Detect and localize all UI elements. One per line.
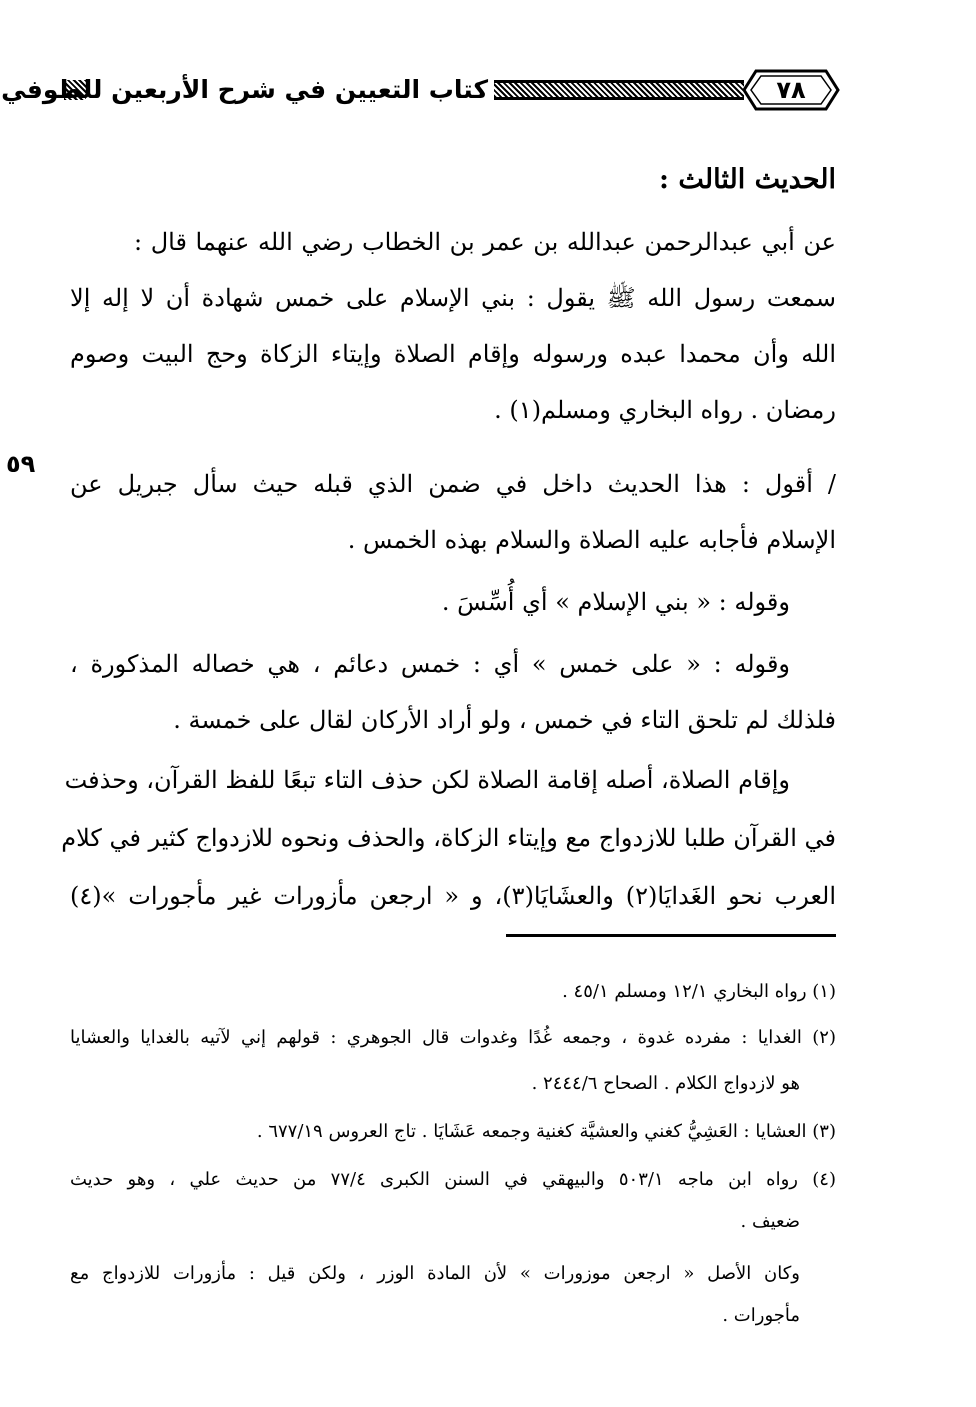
body-line: عن أبي عبدالرحمن عبدالله بن عمر بن الخطاب رضي الله عنهما قال : bbox=[134, 228, 836, 256]
header-ornament-right bbox=[494, 80, 744, 100]
running-header bbox=[1, 68, 840, 112]
body-line: العرب نحو الغَدايَا(٢) والعشَايَا(٣)، و « ارجعن مأزورات غير مأجورات »(٤) bbox=[70, 882, 836, 910]
body-line: وقوله : « على خمس » أي : خمس دعائم ، هي خصاله المذكورة ، bbox=[70, 650, 790, 678]
body-line: الله وأن محمدا عبده ورسوله وإقام الصلاة وإيتاء الزكاة وحج البيت وصوم bbox=[70, 340, 836, 368]
body-line: وقوله : « بني الإسلام » أي أُسِّسَ . bbox=[441, 588, 790, 616]
body-line: رمضان . رواه البخاري ومسلم(١) . bbox=[494, 396, 836, 424]
book-title: كتاب التعيين في شرح الأربعين للطوفي bbox=[1, 75, 488, 104]
footnote-line: (٢) الغدايا : مفرده غدوة ، وجمعه غُدًا وغدوات قال الجوهري : قولهم إني لآتيه بالغدايا والعشايا bbox=[70, 1027, 836, 1048]
page-number: ٧٨ bbox=[776, 76, 806, 104]
footnote-line: (١) رواه البخاري ١٢/١ ومسلم ٤٥/١ . bbox=[562, 981, 836, 1002]
section-heading: الحديث الثالث : bbox=[659, 164, 836, 196]
body-line: في القرآن طلبا للازدواج مع وإيتاء الزكاة، والحذف ونحوه للازدواج كثير في كلام bbox=[61, 824, 836, 852]
footnote-line: (٤) رواه ابن ماجه ٥٠٣/١ والبيهقي في السنن الكبرى ٧٧/٤ من حديث علي ، وهو حديث bbox=[70, 1169, 836, 1190]
footnote-line: هو لازدواج الكلام . الصحاح ٢٤٤٤/٦ . bbox=[531, 1073, 800, 1094]
margin-page-reference: ٥٩ bbox=[6, 450, 36, 478]
footnote-line: ضعيف . bbox=[740, 1211, 800, 1232]
body-line: / أقول : هذا الحديث داخل في ضمن الذي قبله حيث سأل جبريل عن bbox=[70, 470, 836, 498]
body-line: فلذلك لم تلحق التاء في خمس ، ولو أراد الأركان لقال على خمسة . bbox=[173, 706, 836, 734]
body-line: الإسلام فأجابه عليه الصلاة والسلام بهذه الخمس . bbox=[347, 526, 836, 554]
footnote-line: وكان الأصل « ارجعن موزورات » لأن المادة الوزر ، ولكن قيل : مأزورات للازدواج مع bbox=[70, 1263, 800, 1284]
body-line: سمعت رسول الله ﷺ يقول : بني الإسلام على خمس شهادة أن لا إله إلا bbox=[70, 284, 836, 312]
footnote-line: مأجورات . bbox=[722, 1305, 800, 1326]
footnote-line: (٣) العشايا : العَشِيُّ كغني والعشيَّة كغنية وجمعه عَشَايَا . تاج العروس ٦٧٧/١٩ . bbox=[256, 1121, 836, 1142]
footnote-separator bbox=[506, 934, 836, 937]
page-number-badge bbox=[742, 68, 840, 112]
body-line: وإقام الصلاة، أصله إقامة الصلاة لكن حذف التاء تبعًا للفظ القرآن، وحذفت bbox=[64, 766, 790, 794]
